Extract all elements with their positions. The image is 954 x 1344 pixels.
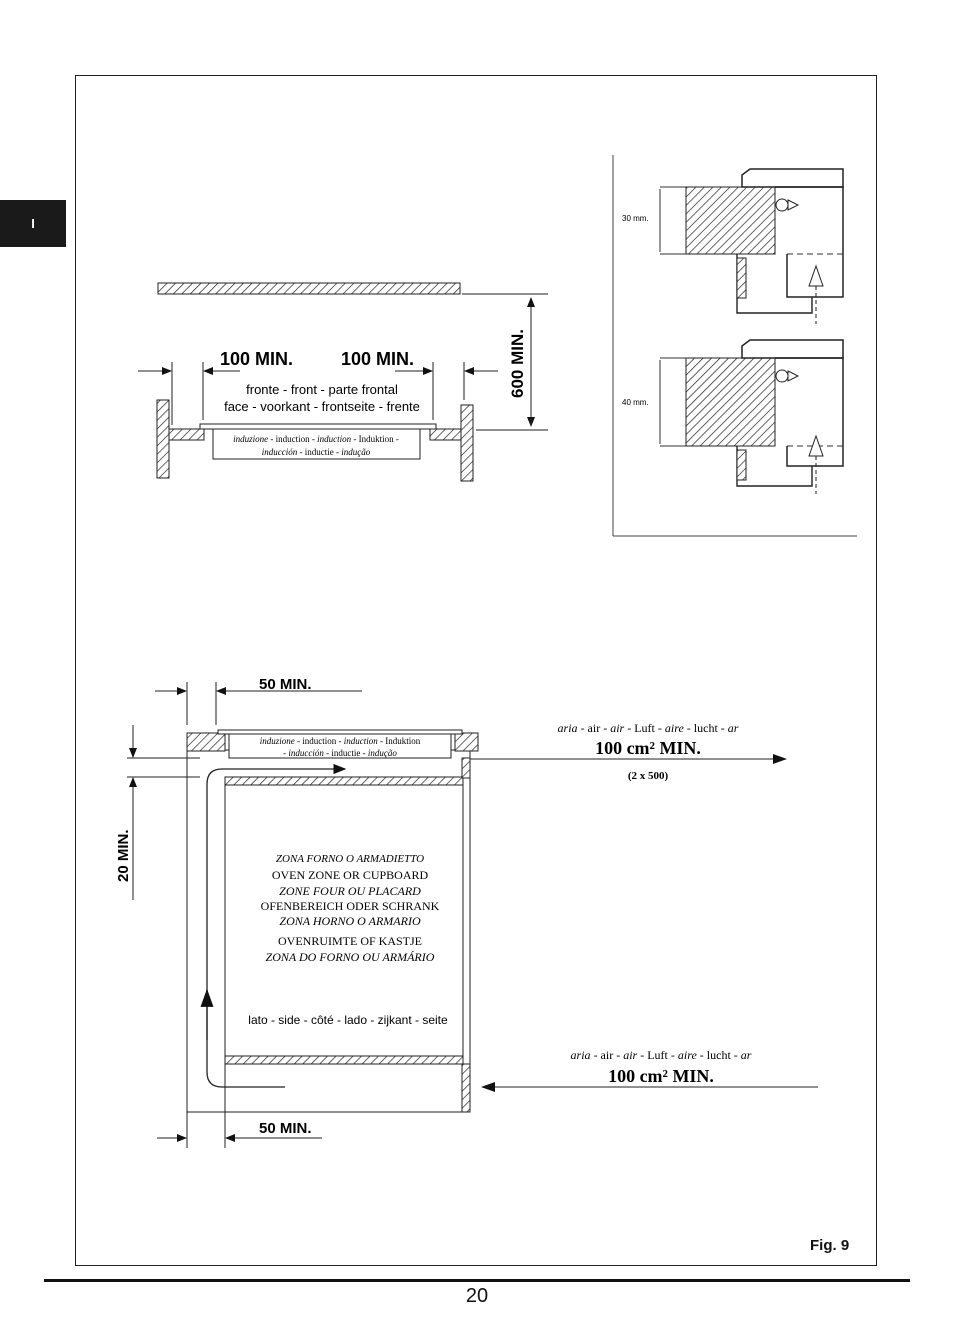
worktop-left [169, 429, 204, 440]
overhead-shelf [158, 283, 460, 294]
front-label-line2: face - voorkant - frontseite - frente [224, 399, 420, 414]
fixing-clip-30 [737, 254, 812, 313]
page-number: 20 [465, 1285, 489, 1307]
figure-label: Fig. 9 [810, 1237, 850, 1254]
top-min-label: 50 MIN. [259, 676, 312, 693]
detail-40mm [622, 340, 843, 494]
ventilation-diagram [115, 676, 818, 1148]
hob-glass [218, 730, 462, 734]
air-outlet-value: 100 cm² MIN. [595, 738, 701, 758]
thickness-30-label: 30 mm. [622, 214, 649, 223]
rear-strip-top [462, 758, 470, 778]
rear-strip-bottom [462, 1064, 470, 1112]
oven-zone-nl: OVENRUIMTE OF KASTJE [278, 934, 422, 948]
air-outlet-languages: aria - air - air - Luft - aire - lucht - ar [557, 721, 739, 735]
hob-label-line1: induzione - induction - induction - Induktion [259, 736, 421, 746]
worktop-thickness-diagram [613, 155, 857, 536]
hob-label-line1: induzione - induction - induction - Induktion - [233, 434, 399, 444]
oven-zone-pt: ZONA DO FORNO OU ARMÁRIO [265, 950, 435, 964]
clip-spring-40 [737, 450, 746, 480]
screw-head-30 [776, 199, 788, 211]
screw-head-40 [776, 370, 788, 382]
air-inlet-languages: aria - air - air - Luft - aire - lucht - ar [570, 1048, 752, 1062]
detail-30mm [622, 169, 843, 324]
bottom-min-label: 50 MIN. [259, 1120, 312, 1137]
worktop-right [455, 733, 478, 751]
air-outlet-note: (2 x 500) [627, 770, 669, 782]
oven-zone-en: OVEN ZONE OR CUPBOARD [271, 868, 429, 882]
left-min-label: 100 MIN. [220, 349, 294, 369]
bracket-screw-30 [809, 266, 823, 286]
screw-tip-30 [788, 200, 798, 210]
hob-glass-30 [742, 169, 843, 187]
left-wall [157, 400, 169, 478]
clip-spring-30 [737, 258, 746, 298]
oven-zone-it: ZONA FORNO O ARMADIETTO [275, 853, 425, 865]
hob-glass-40 [742, 340, 843, 358]
oven-zone-fr: ZONE FOUR OU PLACARD [279, 884, 421, 898]
oven-top-shelf [225, 777, 463, 785]
thickness-40-label: 40 mm. [622, 398, 649, 407]
worktop-left [187, 733, 225, 751]
hob-label-line2: - inducción - inductie - indução [283, 748, 397, 758]
oven-zone-es: ZONA HORNO O ARMARIO [279, 914, 421, 928]
right-wall [461, 405, 473, 481]
worktop-30mm [686, 187, 775, 254]
footer-rule [44, 1279, 910, 1282]
oven-bottom-shelf [225, 1056, 463, 1064]
front-label-line1: fronte - front - parte frontal [246, 382, 398, 397]
worktop-40mm [686, 358, 775, 446]
hob-label-line2: inducción - inductie - indução [261, 447, 371, 457]
air-inlet-value: 100 cm² MIN. [608, 1066, 714, 1086]
hob-glass [200, 424, 436, 429]
language-tab-label: I [31, 216, 35, 231]
right-min-label: 100 MIN. [341, 349, 415, 369]
vertical-min-label: 600 MIN. [508, 329, 527, 398]
worktop-right [430, 429, 461, 440]
oven-zone-de: OFENBEREICH ODER SCHRANK [260, 899, 440, 913]
side-min-label: 20 MIN. [115, 829, 132, 882]
screw-tip-40 [788, 371, 798, 381]
clearance-top-diagram [138, 283, 548, 481]
side-label: lato - side - côté - lado - zijkant - seite [248, 1013, 448, 1027]
